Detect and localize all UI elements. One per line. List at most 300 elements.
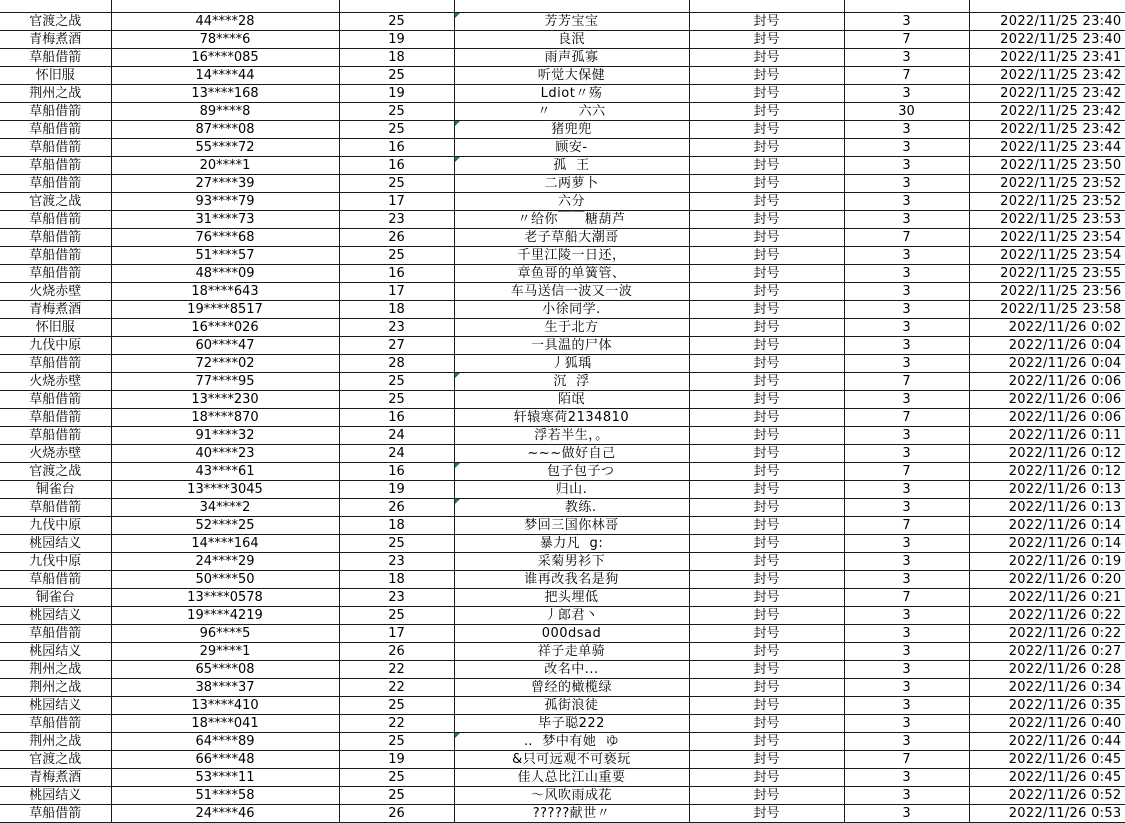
cell-level[interactable]: 16: [339, 265, 454, 283]
cell-server[interactable]: 官渡之战: [0, 13, 111, 31]
cell-level[interactable]: 25: [339, 13, 454, 31]
cell-server[interactable]: 官渡之战: [0, 463, 111, 481]
cell-status[interactable]: 封号: [689, 103, 844, 121]
cell-server[interactable]: 草船借箭: [0, 409, 111, 427]
cell-status[interactable]: 封号: [689, 589, 844, 607]
cell-account[interactable]: 18****643: [111, 283, 339, 301]
cell-ban-time[interactable]: 2022/11/25 23:54: [969, 229, 1125, 247]
cell-ban-days[interactable]: 3: [844, 571, 969, 589]
cell-nickname[interactable]: ~~~做好自己: [454, 445, 689, 463]
cell-ban-days[interactable]: 3: [844, 49, 969, 67]
cell-level[interactable]: 16: [339, 157, 454, 175]
cell-level[interactable]: 24: [339, 445, 454, 463]
cell-ban-days[interactable]: [844, 0, 969, 13]
cell-nickname[interactable]: 谁再改我名是狗: [454, 571, 689, 589]
cell-status[interactable]: 封号: [689, 661, 844, 679]
cell-status[interactable]: 封号: [689, 13, 844, 31]
cell-status[interactable]: 封号: [689, 211, 844, 229]
cell-server[interactable]: 草船借箭: [0, 229, 111, 247]
cell-ban-days[interactable]: 3: [844, 319, 969, 337]
cell-server[interactable]: 草船借箭: [0, 499, 111, 517]
cell-status[interactable]: 封号: [689, 481, 844, 499]
cell-level[interactable]: 18: [339, 571, 454, 589]
cell-status[interactable]: 封号: [689, 409, 844, 427]
cell-ban-days[interactable]: 3: [844, 175, 969, 193]
cell-nickname[interactable]: 丿狐瑀: [454, 355, 689, 373]
cell-account[interactable]: 13****0578: [111, 589, 339, 607]
cell-ban-days[interactable]: 3: [844, 643, 969, 661]
cell-account[interactable]: 91****32: [111, 427, 339, 445]
cell-ban-time[interactable]: 2022/11/26 0:22: [969, 625, 1125, 643]
cell-account[interactable]: 52****25: [111, 517, 339, 535]
cell-ban-days[interactable]: 3: [844, 535, 969, 553]
cell-nickname[interactable]: 二两萝卜: [454, 175, 689, 193]
cell-status[interactable]: 封号: [689, 175, 844, 193]
cell-ban-days[interactable]: 3: [844, 157, 969, 175]
cell-server[interactable]: 怀旧服: [0, 67, 111, 85]
cell-nickname[interactable]: Ldiot〃殇: [454, 85, 689, 103]
cell-server[interactable]: 草船借箭: [0, 571, 111, 589]
cell-nickname[interactable]: 芳芳宝宝: [454, 13, 689, 31]
cell-ban-time[interactable]: 2022/11/26 0:52: [969, 787, 1125, 805]
cell-status[interactable]: 封号: [689, 715, 844, 733]
cell-ban-time[interactable]: 2022/11/25 23:54: [969, 247, 1125, 265]
cell-nickname[interactable]: 猪兜兜: [454, 121, 689, 139]
cell-ban-time[interactable]: 2022/11/26 0:34: [969, 679, 1125, 697]
cell-ban-time[interactable]: 2022/11/26 0:02: [969, 319, 1125, 337]
cell-ban-time[interactable]: 2022/11/26 0:04: [969, 337, 1125, 355]
cell-nickname[interactable]: 孤 王: [454, 157, 689, 175]
cell-status[interactable]: 封号: [689, 535, 844, 553]
cell-account[interactable]: 89****8: [111, 103, 339, 121]
cell-ban-time[interactable]: 2022/11/26 0:06: [969, 373, 1125, 391]
cell-level[interactable]: 22: [339, 679, 454, 697]
cell-server[interactable]: 官渡之战: [0, 193, 111, 211]
cell-ban-days[interactable]: 3: [844, 13, 969, 31]
cell-server[interactable]: 草船借箭: [0, 103, 111, 121]
cell-account[interactable]: 18****870: [111, 409, 339, 427]
cell-server[interactable]: 青梅煮酒: [0, 31, 111, 49]
cell-status[interactable]: 封号: [689, 355, 844, 373]
cell-level[interactable]: 25: [339, 103, 454, 121]
cell-ban-time[interactable]: 2022/11/26 0:06: [969, 391, 1125, 409]
cell-ban-days[interactable]: 3: [844, 697, 969, 715]
cell-account[interactable]: 38****37: [111, 679, 339, 697]
cell-ban-days[interactable]: 3: [844, 481, 969, 499]
cell-ban-days[interactable]: 3: [844, 193, 969, 211]
cell-server[interactable]: [0, 0, 111, 13]
cell-status[interactable]: 封号: [689, 787, 844, 805]
cell-ban-time[interactable]: 2022/11/26 0:13: [969, 499, 1125, 517]
cell-account[interactable]: 96****5: [111, 625, 339, 643]
cell-level[interactable]: 28: [339, 355, 454, 373]
cell-server[interactable]: 桃园结义: [0, 535, 111, 553]
cell-ban-days[interactable]: 3: [844, 391, 969, 409]
cell-account[interactable]: 72****02: [111, 355, 339, 373]
cell-account[interactable]: 27****39: [111, 175, 339, 193]
cell-server[interactable]: 草船借箭: [0, 211, 111, 229]
cell-level[interactable]: 27: [339, 337, 454, 355]
cell-nickname[interactable]: 丿郎君丶: [454, 607, 689, 625]
cell-account[interactable]: 51****58: [111, 787, 339, 805]
cell-server[interactable]: 草船借箭: [0, 139, 111, 157]
cell-server[interactable]: 九伐中原: [0, 517, 111, 535]
cell-server[interactable]: 桃园结义: [0, 697, 111, 715]
cell-account[interactable]: 65****08: [111, 661, 339, 679]
cell-status[interactable]: 封号: [689, 769, 844, 787]
cell-nickname[interactable]: [454, 0, 689, 13]
cell-account[interactable]: 19****4219: [111, 607, 339, 625]
cell-status[interactable]: [689, 0, 844, 13]
cell-ban-days[interactable]: 3: [844, 283, 969, 301]
cell-account[interactable]: 77****95: [111, 373, 339, 391]
cell-nickname[interactable]: 顾安-: [454, 139, 689, 157]
cell-ban-days[interactable]: 7: [844, 589, 969, 607]
cell-ban-days[interactable]: 3: [844, 337, 969, 355]
cell-server[interactable]: 荆州之战: [0, 733, 111, 751]
cell-account[interactable]: 51****57: [111, 247, 339, 265]
cell-ban-time[interactable]: 2022/11/26 0:13: [969, 481, 1125, 499]
cell-ban-time[interactable]: 2022/11/25 23:42: [969, 103, 1125, 121]
cell-status[interactable]: 封号: [689, 427, 844, 445]
cell-server[interactable]: 草船借箭: [0, 805, 111, 823]
cell-server[interactable]: 桃园结义: [0, 787, 111, 805]
cell-level[interactable]: 25: [339, 247, 454, 265]
cell-ban-days[interactable]: 3: [844, 499, 969, 517]
cell-ban-time[interactable]: 2022/11/25 23:55: [969, 265, 1125, 283]
cell-account[interactable]: 14****164: [111, 535, 339, 553]
cell-ban-time[interactable]: 2022/11/26 0:45: [969, 769, 1125, 787]
cell-server[interactable]: 青梅煮酒: [0, 301, 111, 319]
cell-level[interactable]: 19: [339, 31, 454, 49]
cell-account[interactable]: 20****1: [111, 157, 339, 175]
cell-ban-time[interactable]: 2022/11/26 0:45: [969, 751, 1125, 769]
cell-nickname[interactable]: 祥子走单骑: [454, 643, 689, 661]
cell-ban-days[interactable]: 3: [844, 355, 969, 373]
cell-server[interactable]: 怀旧服: [0, 319, 111, 337]
cell-account[interactable]: 24****46: [111, 805, 339, 823]
cell-nickname[interactable]: 千里江陵一日还，: [454, 247, 689, 265]
cell-ban-time[interactable]: 2022/11/25 23:41: [969, 49, 1125, 67]
cell-status[interactable]: 封号: [689, 733, 844, 751]
cell-status[interactable]: 封号: [689, 805, 844, 823]
cell-ban-time[interactable]: 2022/11/25 23:40: [969, 31, 1125, 49]
cell-account[interactable]: 18****041: [111, 715, 339, 733]
cell-nickname[interactable]: 〃给你￣￣糖葫芦: [454, 211, 689, 229]
cell-level[interactable]: [339, 0, 454, 13]
cell-ban-time[interactable]: 2022/11/26 0:21: [969, 589, 1125, 607]
cell-ban-time[interactable]: 2022/11/26 0:14: [969, 535, 1125, 553]
cell-level[interactable]: 25: [339, 67, 454, 85]
cell-ban-days[interactable]: 3: [844, 265, 969, 283]
cell-status[interactable]: 封号: [689, 517, 844, 535]
cell-status[interactable]: 封号: [689, 121, 844, 139]
cell-nickname[interactable]: 佳人总比江山重要: [454, 769, 689, 787]
cell-account[interactable]: 64****89: [111, 733, 339, 751]
cell-server[interactable]: 铜雀台: [0, 589, 111, 607]
cell-server[interactable]: 草船借箭: [0, 247, 111, 265]
cell-ban-time[interactable]: 2022/11/25 23:52: [969, 193, 1125, 211]
cell-status[interactable]: 封号: [689, 445, 844, 463]
cell-server[interactable]: 荆州之战: [0, 679, 111, 697]
cell-status[interactable]: 封号: [689, 31, 844, 49]
cell-ban-time[interactable]: [969, 0, 1125, 13]
cell-status[interactable]: 封号: [689, 283, 844, 301]
cell-status[interactable]: 封号: [689, 85, 844, 103]
cell-nickname[interactable]: 陌氓: [454, 391, 689, 409]
cell-level[interactable]: 19: [339, 481, 454, 499]
cell-ban-days[interactable]: 3: [844, 139, 969, 157]
cell-server[interactable]: 草船借箭: [0, 157, 111, 175]
cell-account[interactable]: 48****09: [111, 265, 339, 283]
cell-status[interactable]: 封号: [689, 265, 844, 283]
cell-account[interactable]: 78****6: [111, 31, 339, 49]
cell-account[interactable]: 16****085: [111, 49, 339, 67]
cell-nickname[interactable]: 良泯: [454, 31, 689, 49]
cell-nickname[interactable]: 毕子聪222: [454, 715, 689, 733]
cell-status[interactable]: 封号: [689, 571, 844, 589]
cell-level[interactable]: 17: [339, 193, 454, 211]
cell-status[interactable]: 封号: [689, 463, 844, 481]
cell-server[interactable]: 九伐中原: [0, 337, 111, 355]
cell-nickname[interactable]: ～风吹雨成花: [454, 787, 689, 805]
cell-level[interactable]: 25: [339, 391, 454, 409]
cell-ban-days[interactable]: 3: [844, 427, 969, 445]
cell-nickname[interactable]: 把头埋低: [454, 589, 689, 607]
cell-ban-time[interactable]: 2022/11/26 0:11: [969, 427, 1125, 445]
cell-level[interactable]: 23: [339, 319, 454, 337]
cell-ban-time[interactable]: 2022/11/25 23:42: [969, 67, 1125, 85]
cell-status[interactable]: 封号: [689, 499, 844, 517]
cell-nickname[interactable]: 雨声孤寡: [454, 49, 689, 67]
cell-level[interactable]: 23: [339, 211, 454, 229]
cell-level[interactable]: 16: [339, 409, 454, 427]
cell-nickname[interactable]: &只可远观不可亵玩: [454, 751, 689, 769]
cell-ban-days[interactable]: 7: [844, 373, 969, 391]
cell-ban-days[interactable]: 3: [844, 247, 969, 265]
cell-nickname[interactable]: 章鱼哥的单簧管、: [454, 265, 689, 283]
cell-account[interactable]: 13****410: [111, 697, 339, 715]
cell-account[interactable]: 43****61: [111, 463, 339, 481]
cell-ban-time[interactable]: 2022/11/26 0:19: [969, 553, 1125, 571]
cell-ban-time[interactable]: 2022/11/25 23:40: [969, 13, 1125, 31]
cell-nickname[interactable]: 轩辕寒荷2134810: [454, 409, 689, 427]
cell-level[interactable]: 25: [339, 733, 454, 751]
cell-ban-days[interactable]: 3: [844, 733, 969, 751]
cell-level[interactable]: 16: [339, 463, 454, 481]
cell-status[interactable]: 封号: [689, 553, 844, 571]
cell-server[interactable]: 火烧赤壁: [0, 373, 111, 391]
cell-server[interactable]: 桃园结义: [0, 607, 111, 625]
cell-ban-days[interactable]: 7: [844, 67, 969, 85]
cell-ban-time[interactable]: 2022/11/25 23:58: [969, 301, 1125, 319]
cell-account[interactable]: 29****1: [111, 643, 339, 661]
cell-nickname[interactable]: 浮若半生，。: [454, 427, 689, 445]
cell-nickname[interactable]: 曾经的橄榄绿: [454, 679, 689, 697]
cell-level[interactable]: 26: [339, 805, 454, 823]
cell-server[interactable]: 荆州之战: [0, 661, 111, 679]
cell-nickname[interactable]: 〃 六六: [454, 103, 689, 121]
cell-level[interactable]: 26: [339, 643, 454, 661]
cell-ban-days[interactable]: 3: [844, 211, 969, 229]
cell-nickname[interactable]: 听觉大保健: [454, 67, 689, 85]
cell-ban-time[interactable]: 2022/11/25 23:42: [969, 121, 1125, 139]
cell-account[interactable]: 53****11: [111, 769, 339, 787]
cell-ban-days[interactable]: 7: [844, 517, 969, 535]
cell-ban-time[interactable]: 2022/11/26 0:28: [969, 661, 1125, 679]
cell-ban-time[interactable]: 2022/11/25 23:50: [969, 157, 1125, 175]
cell-ban-time[interactable]: 2022/11/26 0:04: [969, 355, 1125, 373]
cell-nickname[interactable]: 六分: [454, 193, 689, 211]
cell-nickname[interactable]: 000dsad: [454, 625, 689, 643]
cell-ban-days[interactable]: 3: [844, 679, 969, 697]
cell-ban-days[interactable]: 3: [844, 301, 969, 319]
cell-account[interactable]: 76****68: [111, 229, 339, 247]
cell-account[interactable]: 16****026: [111, 319, 339, 337]
cell-status[interactable]: 封号: [689, 607, 844, 625]
cell-server[interactable]: 荆州之战: [0, 85, 111, 103]
cell-ban-days[interactable]: 3: [844, 805, 969, 823]
cell-nickname[interactable]: 车马送信一波又一波: [454, 283, 689, 301]
cell-ban-days[interactable]: 30: [844, 103, 969, 121]
cell-ban-days[interactable]: 3: [844, 445, 969, 463]
cell-level[interactable]: 18: [339, 517, 454, 535]
cell-nickname[interactable]: 暴力凡 g:: [454, 535, 689, 553]
cell-account[interactable]: 24****29: [111, 553, 339, 571]
cell-nickname[interactable]: 一具温的尸体: [454, 337, 689, 355]
cell-level[interactable]: 23: [339, 589, 454, 607]
cell-nickname[interactable]: 小徐同学.: [454, 301, 689, 319]
cell-nickname[interactable]: 教练.: [454, 499, 689, 517]
cell-ban-days[interactable]: 7: [844, 31, 969, 49]
cell-ban-time[interactable]: 2022/11/26 0:40: [969, 715, 1125, 733]
cell-ban-time[interactable]: 2022/11/25 23:42: [969, 85, 1125, 103]
cell-ban-time[interactable]: 2022/11/26 0:06: [969, 409, 1125, 427]
cell-level[interactable]: 25: [339, 787, 454, 805]
cell-account[interactable]: 13****3045: [111, 481, 339, 499]
cell-ban-time[interactable]: 2022/11/26 0:12: [969, 463, 1125, 481]
cell-nickname[interactable]: 采菊男衫下: [454, 553, 689, 571]
cell-account[interactable]: 87****08: [111, 121, 339, 139]
cell-level[interactable]: 26: [339, 499, 454, 517]
cell-server[interactable]: 草船借箭: [0, 49, 111, 67]
cell-level[interactable]: 25: [339, 769, 454, 787]
cell-ban-time[interactable]: 2022/11/25 23:56: [969, 283, 1125, 301]
cell-server[interactable]: 草船借箭: [0, 715, 111, 733]
cell-account[interactable]: 19****8517: [111, 301, 339, 319]
cell-server[interactable]: 草船借箭: [0, 391, 111, 409]
cell-status[interactable]: 封号: [689, 751, 844, 769]
cell-ban-days[interactable]: 3: [844, 769, 969, 787]
cell-status[interactable]: 封号: [689, 373, 844, 391]
cell-status[interactable]: 封号: [689, 139, 844, 157]
cell-ban-days[interactable]: 3: [844, 661, 969, 679]
cell-server[interactable]: 九伐中原: [0, 553, 111, 571]
cell-account[interactable]: 44****28: [111, 13, 339, 31]
cell-level[interactable]: 25: [339, 121, 454, 139]
cell-ban-time[interactable]: 2022/11/26 0:53: [969, 805, 1125, 823]
cell-ban-days[interactable]: 3: [844, 607, 969, 625]
cell-ban-time[interactable]: 2022/11/25 23:52: [969, 175, 1125, 193]
cell-status[interactable]: 封号: [689, 643, 844, 661]
cell-ban-days[interactable]: 7: [844, 409, 969, 427]
cell-ban-time[interactable]: 2022/11/26 0:12: [969, 445, 1125, 463]
cell-status[interactable]: 封号: [689, 247, 844, 265]
cell-level[interactable]: 17: [339, 625, 454, 643]
cell-ban-time[interactable]: 2022/11/25 23:44: [969, 139, 1125, 157]
cell-account[interactable]: 55****72: [111, 139, 339, 157]
cell-ban-days[interactable]: 7: [844, 751, 969, 769]
cell-ban-days[interactable]: 3: [844, 715, 969, 733]
cell-ban-time[interactable]: 2022/11/26 0:35: [969, 697, 1125, 715]
cell-server[interactable]: 草船借箭: [0, 625, 111, 643]
cell-status[interactable]: 封号: [689, 625, 844, 643]
cell-nickname[interactable]: ‥ 梦中有她 ゆ: [454, 733, 689, 751]
cell-level[interactable]: 25: [339, 175, 454, 193]
cell-level[interactable]: 16: [339, 139, 454, 157]
cell-server[interactable]: 草船借箭: [0, 121, 111, 139]
cell-account[interactable]: 60****47: [111, 337, 339, 355]
cell-ban-days[interactable]: 7: [844, 229, 969, 247]
cell-level[interactable]: 19: [339, 85, 454, 103]
cell-ban-time[interactable]: 2022/11/26 0:14: [969, 517, 1125, 535]
cell-level[interactable]: 17: [339, 283, 454, 301]
cell-nickname[interactable]: 孤街浪徒: [454, 697, 689, 715]
cell-ban-days[interactable]: 3: [844, 787, 969, 805]
cell-account[interactable]: 31****73: [111, 211, 339, 229]
cell-status[interactable]: 封号: [689, 679, 844, 697]
cell-nickname[interactable]: 梦回三国你林哥: [454, 517, 689, 535]
cell-nickname[interactable]: 沉 浮: [454, 373, 689, 391]
cell-status[interactable]: 封号: [689, 193, 844, 211]
cell-server[interactable]: 桃园结义: [0, 643, 111, 661]
cell-ban-days[interactable]: 3: [844, 85, 969, 103]
cell-ban-time[interactable]: 2022/11/26 0:27: [969, 643, 1125, 661]
cell-account[interactable]: 13****230: [111, 391, 339, 409]
cell-account[interactable]: 93****79: [111, 193, 339, 211]
cell-account[interactable]: 13****168: [111, 85, 339, 103]
cell-ban-days[interactable]: 3: [844, 625, 969, 643]
cell-level[interactable]: 19: [339, 751, 454, 769]
cell-account[interactable]: 34****2: [111, 499, 339, 517]
cell-ban-time[interactable]: 2022/11/25 23:53: [969, 211, 1125, 229]
cell-server[interactable]: 草船借箭: [0, 355, 111, 373]
cell-nickname[interactable]: 归山.: [454, 481, 689, 499]
cell-server[interactable]: 草船借箭: [0, 427, 111, 445]
cell-ban-days[interactable]: 3: [844, 553, 969, 571]
cell-nickname[interactable]: 生于北方: [454, 319, 689, 337]
cell-server[interactable]: 火烧赤壁: [0, 283, 111, 301]
cell-account[interactable]: 14****44: [111, 67, 339, 85]
cell-level[interactable]: 18: [339, 49, 454, 67]
cell-nickname[interactable]: 老子草船大潮哥: [454, 229, 689, 247]
cell-status[interactable]: 封号: [689, 319, 844, 337]
cell-server[interactable]: 草船借箭: [0, 175, 111, 193]
cell-status[interactable]: 封号: [689, 49, 844, 67]
cell-account[interactable]: 40****23: [111, 445, 339, 463]
cell-status[interactable]: 封号: [689, 157, 844, 175]
cell-status[interactable]: 封号: [689, 229, 844, 247]
cell-level[interactable]: 24: [339, 427, 454, 445]
cell-level[interactable]: 25: [339, 697, 454, 715]
cell-ban-days[interactable]: 7: [844, 463, 969, 481]
cell-ban-time[interactable]: 2022/11/26 0:44: [969, 733, 1125, 751]
cell-account[interactable]: [111, 0, 339, 13]
cell-nickname[interactable]: 改名中...: [454, 661, 689, 679]
cell-level[interactable]: 23: [339, 553, 454, 571]
cell-account[interactable]: 50****50: [111, 571, 339, 589]
cell-ban-time[interactable]: 2022/11/26 0:20: [969, 571, 1125, 589]
